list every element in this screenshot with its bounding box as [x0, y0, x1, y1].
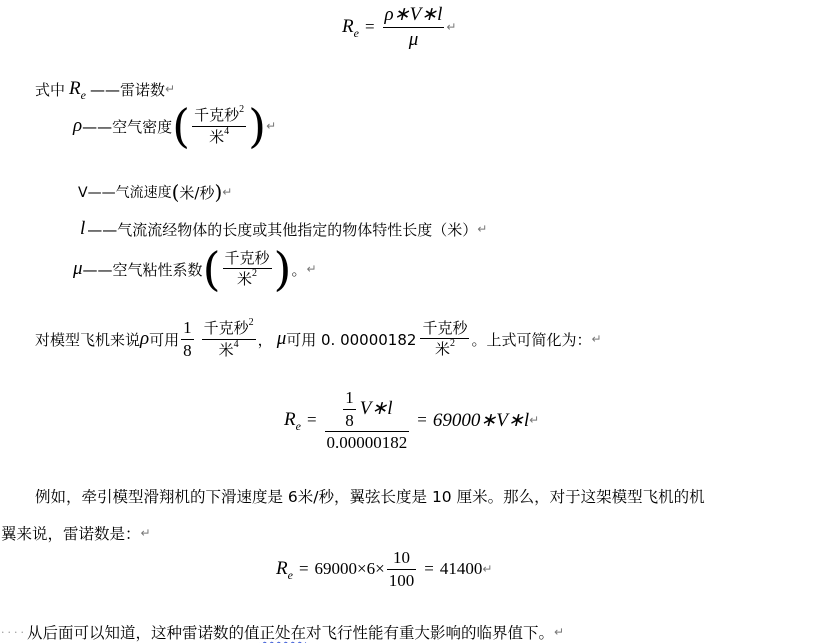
unit-denominator: 米: [209, 127, 225, 146]
paragraph-mark: ↵: [306, 262, 317, 276]
rho-symbol: ρ: [140, 328, 150, 350]
model-text-4: 。上式可简化为：: [471, 330, 592, 349]
model-text-2: 可用: [149, 330, 180, 349]
paragraph-mark: ↵: [554, 625, 565, 639]
simplified-formula: R e = $\frac{1}{8}$ V∗l 0.00000182 = 69000∗V∗l ↵: [284, 388, 540, 453]
reynolds-result: 41400: [439, 559, 483, 579]
l-definition-line: [80, 218, 487, 240]
formula-fraction: [383, 4, 445, 51]
model-text-3: 可用 0. 00000182: [286, 330, 417, 349]
re-symbol: R: [342, 16, 354, 38]
re-symbol: R: [69, 78, 81, 99]
rho-unit: ( $\frac{千克秒^2}{米^4}$ ): [172, 99, 267, 153]
re-symbol: R: [284, 409, 296, 431]
leading-dots: ····: [1, 625, 27, 639]
viscosity-unit-fraction: $\frac{\text{千克秒}}{米^2}$: [422, 318, 468, 359]
paragraph-mark: ↵: [222, 185, 233, 199]
reynolds-formula: [342, 4, 456, 51]
re-subscript: e: [287, 567, 293, 582]
v-definition-line: V——气流速度 ( 米/秒 ) ↵: [78, 180, 233, 204]
equals-sign: =: [364, 17, 375, 37]
model-text-1: 对模型飞机来说: [35, 330, 141, 349]
paragraph-mark: ↵: [140, 526, 151, 540]
v-unit: 米/秒: [179, 183, 215, 202]
paragraph-mark: ↵: [477, 222, 488, 236]
simplified-rhs: 69000∗V∗l: [432, 409, 530, 431]
paragraph-mark: ↵: [529, 413, 540, 428]
unit-numerator: 千克秒: [194, 106, 240, 125]
l-symbol: l: [80, 218, 86, 239]
density-unit-fraction: $\frac{千克秒^2}{米^4}$: [203, 317, 254, 359]
l-definition: ——气流流经物体的长度或其他指定的物体特性长度（米）: [87, 220, 478, 239]
re-symbol: R: [276, 558, 288, 580]
paragraph-mark: ↵: [164, 82, 176, 96]
example-formula: R e = 69000×6× $\frac{10}{100}$ = 41400 ↵: [276, 548, 493, 590]
simplified-fraction: $\frac{1}{8}$ V∗l 0.00000182: [326, 388, 408, 453]
mu-symbol: μ: [73, 258, 83, 279]
example-line-1: 例如，牵引模型滑翔机的下滑速度是 6米/秒，翼弦长度是 10 厘米。那么，对于这架模型飞机的机: [35, 488, 705, 506]
paragraph-mark: ↵: [266, 119, 277, 133]
formula-numerator: ρ∗V∗l: [384, 4, 443, 25]
formula-denominator: μ: [408, 28, 419, 50]
model-aircraft-sentence: [35, 318, 602, 360]
where-prefix: 式中: [35, 80, 66, 99]
re-subscript: e: [353, 25, 359, 40]
re-subscript: e: [295, 418, 301, 433]
rho-symbol: ρ: [73, 115, 83, 136]
rho-definition-line: [73, 99, 277, 153]
paragraph-mark: ↵: [482, 562, 493, 577]
ten-over-hundred: $\frac{10}{100}$: [388, 548, 415, 590]
where-re-line: [35, 78, 175, 100]
separator: ，: [257, 330, 273, 349]
conclusion-line: ···· 从后面可以知道，这种雷诺数的值 正处在 对飞行性能有重大影响的临界值下。 ↵: [1, 621, 564, 643]
paragraph-mark: ↵: [591, 332, 602, 347]
spellcheck-underline: 正处在: [259, 624, 307, 642]
v-definition: V——气流速度: [78, 185, 172, 201]
mu-definition-line: [73, 242, 317, 296]
example-line-2: 翼来说，雷诺数是： ↵: [1, 525, 151, 543]
mu-definition: ——空气粘性系数: [82, 260, 203, 279]
simplified-denominator: 0.00000182: [326, 433, 408, 453]
rho-definition: ——空气密度: [82, 117, 173, 136]
re-definition: ——雷诺数: [89, 80, 165, 99]
mu-end-punct: 。: [291, 260, 307, 279]
unit-denominator: 米: [237, 270, 253, 288]
fraction-bar: [383, 27, 445, 28]
re-subscript: e: [80, 87, 86, 102]
mu-unit: ( $\frac{\text{千克秒}}{米^2}$ ): [202, 242, 292, 296]
mu-symbol: μ: [276, 328, 287, 350]
inner-one-eighth: $\frac{1}{8}$: [345, 388, 354, 430]
paragraph-mark: ↵: [446, 20, 457, 35]
one-eighth-fraction: $\frac{1}{8}$: [183, 318, 192, 360]
unit-numerator: 千克秒: [224, 248, 270, 267]
